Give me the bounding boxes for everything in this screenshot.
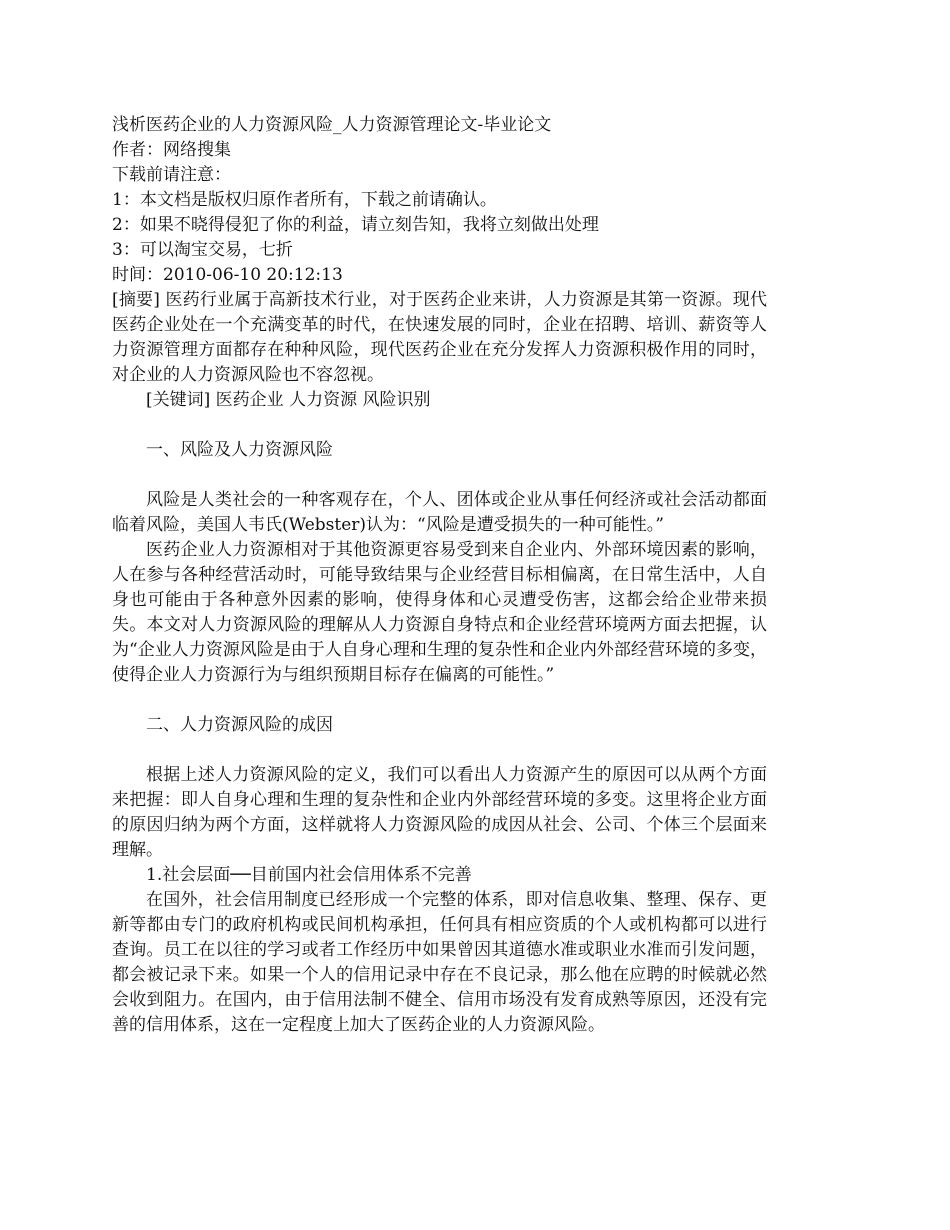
document-title: 浅析医药企业的人力资源风险_人力资源管理论文-毕业论文 (112, 115, 552, 135)
section-heading-1: 一、风险及人力资源风险 (146, 440, 333, 460)
blank-line (112, 463, 767, 488)
notice-item-1: 1：本文档是版权归原作者所有，下载之前请确认。 (112, 190, 497, 210)
notice-item-3: 3：可以淘宝交易，七折 (112, 240, 293, 260)
body-paragraph: 在国外，社会信用制度已经形成一个完整的体系，即对信息收集、整理、保存、更新等都由专门的政府机构或民间机构承担，任何具有相应资质的个人或机构都可以进行查询。员工在以往的学习或者工作经历中如果曾因其道德水准或职业水准而引发问题，都会被记录下来。如果一个人的信用记录中存在不良记录，那么他在应聘的时候就必然会收到阻力。在国内，由于信用法制不健全、信用市场没有发育成熟等原因，还没有完善的信用体系，这在一定程度上加大了医药企业的人力资源风险。 (112, 890, 767, 1035)
section-heading-2: 二、人力资源风险的成因 (146, 715, 333, 735)
author-line: 作者：网络搜集 (112, 140, 231, 160)
notice-item-2: 2：如果不晓得侵犯了你的利益，请立刻告知，我将立刻做出处理 (112, 215, 599, 235)
publish-time: 时间：2010-06-10 20:12:13 (112, 265, 343, 285)
download-notice-header: 下载前请注意： (112, 165, 231, 185)
body-paragraph: 医药企业人力资源相对于其他资源更容易受到来自企业内、外部环境因素的影响，人在参与各种经营活动时，可能导致结果与企业经营目标相偏离，在日常生活中，人自身也可能由于各种意外因素的影响，使得身体和心灵遭受伤害，这都会给企业带来损失。本文对人力资源风险的理解从人力资源自身特点和企业经营环境两方面去把握，认为“企业人力资源风险是由于人自身心理和生理的复杂性和企业内外部经营环境的多变，使得企业人力资源行为与组织预期目标存在偏离的可能性。” (112, 540, 767, 685)
blank-line (112, 688, 767, 713)
body-paragraph: 根据上述人力资源风险的定义，我们可以看出人力资源产生的原因可以从两个方面来把握：即人自身心理和生理的复杂性和企业内外部经营环境的多变。这里将企业方面的原因归纳为两个方面，这样就将人力资源风险的成因从社会、公司、个体三个层面来理解。 (112, 765, 767, 860)
blank-line (112, 413, 767, 438)
abstract-paragraph: [摘要] 医药行业属于高新技术行业，对于医药企业来讲，人力资源是其第一资源。现代医药企业处在一个充满变革的时代，在快速发展的同时，企业在招聘、培训、薪资等人力资源管理方面都存在种种风险，现代医药企业在充分发挥人力资源积极作用的同时，对企业的人力资源风险也不容忽视。 (112, 290, 767, 385)
body-paragraph: 风险是人类社会的一种客观存在，个人、团体或企业从事任何经济或社会活动都面临着风险，美国人韦氏(Webster)认为：“风险是遭受损失的一种可能性。” (112, 490, 767, 535)
blank-line (112, 738, 767, 763)
article (112, 113, 767, 1038)
keywords-line: [关键词] 医药企业 人力资源 风险识别 (146, 390, 431, 410)
subsection-heading-1: 1.社会层面──目前国内社会信用体系不完善 (146, 865, 472, 885)
